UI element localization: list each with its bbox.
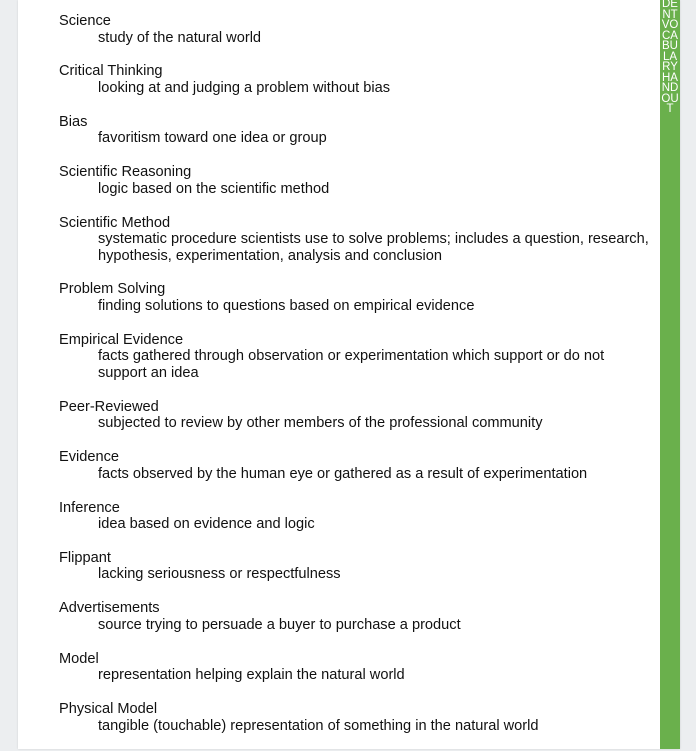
vocab-definition: tangible (touchable) representation of something in the natural world: [98, 717, 539, 734]
vocab-definition: representation helping explain the natural world: [98, 667, 405, 684]
vocab-entry-empirical-evidence: [59, 332, 649, 382]
vocab-term: Inference: [59, 499, 120, 516]
vocab-entry-physical-model: [59, 701, 649, 734]
vocab-definition: facts gathered through observation or experimentation which support or do not support an idea: [98, 348, 605, 381]
vocab-definition: systematic procedure scientists use to solve problems; includes a question, research, hypothesis, experimentation, analysis and conclusion: [98, 231, 649, 264]
vocab-entry-scientific-method: [59, 215, 649, 265]
vocabulary-list: [59, 13, 649, 751]
vocab-term: Scientific Reasoning: [59, 164, 192, 181]
document-page: [18, 0, 680, 749]
vocab-term: Model: [59, 650, 99, 667]
vocab-entry-advertisements: [59, 600, 649, 633]
vocab-entry-model: [59, 651, 649, 684]
vocab-definition: facts observed by the human eye or gathered as a result of experimentation: [98, 465, 588, 482]
vocab-definition: finding solutions to questions based on empirical evidence: [98, 297, 475, 314]
vocab-entry-scientific-reasoning: [59, 164, 649, 197]
vocab-term: Evidence: [59, 449, 120, 466]
vocab-entry-science: [59, 13, 649, 46]
vocab-definition: source trying to persuade a buyer to purchase a product: [98, 616, 461, 633]
vocab-term: Science: [59, 13, 111, 29]
vocab-entry-evidence: [59, 449, 649, 482]
vocab-term: Problem Solving: [59, 281, 166, 298]
vocab-term: Advertisements: [59, 600, 160, 617]
vocab-term: Physical Model: [59, 701, 158, 718]
vocab-term: Empirical Evidence: [59, 331, 184, 348]
vocab-term: Bias: [59, 113, 88, 130]
vocab-definition: lacking seriousness or respectfulness: [98, 566, 341, 583]
vocab-term: Critical Thinking: [59, 63, 163, 80]
vocab-definition: study of the natural world: [98, 29, 262, 46]
vocab-entry-inference: [59, 500, 649, 533]
vocab-term: Scientific Method: [59, 214, 171, 231]
vertical-title-text: DENT VOCABULARY HANDOUT: [661, 0, 682, 115]
vocab-entry-bias: [59, 114, 649, 147]
vocab-definition: logic based on the scientific method: [98, 180, 330, 197]
vocab-entry-problem-solving: [59, 281, 649, 314]
vocab-entry-flippant: [59, 550, 649, 583]
vocab-term: Flippant: [59, 549, 111, 566]
vertical-title-band: [660, 0, 680, 749]
vocab-definition: looking at and judging a problem without bias: [98, 79, 391, 96]
vocab-entry-peer-reviewed: [59, 399, 649, 432]
vocab-term: Peer-Reviewed: [59, 398, 159, 415]
vocab-definition: favoritism toward one idea or group: [98, 130, 327, 147]
vocab-definition: idea based on evidence and logic: [98, 516, 315, 533]
vocab-entry-critical-thinking: [59, 63, 649, 96]
vocab-definition: subjected to review by other members of the professional community: [98, 415, 543, 432]
